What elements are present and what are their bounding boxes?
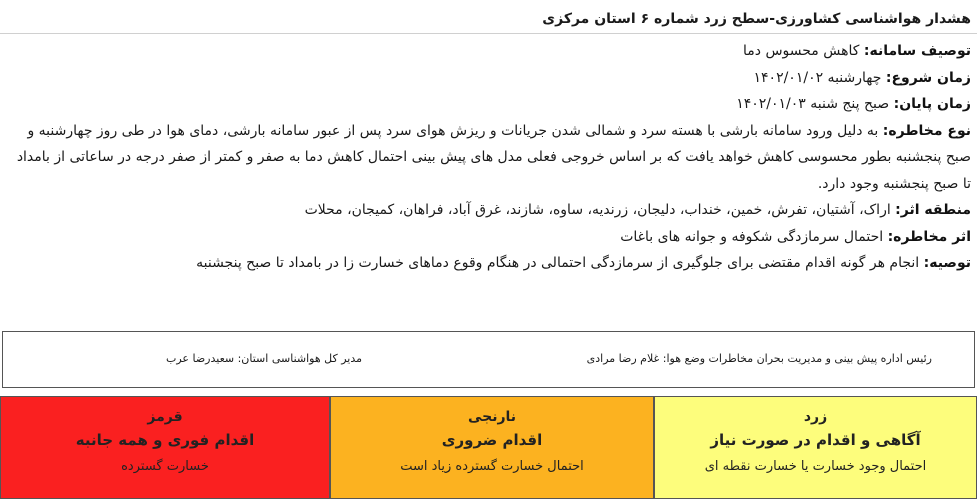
row-value: چهارشنبه ۱۴۰۲/۰۱/۰۲ [753, 69, 882, 86]
row-hazard-type [8, 118, 971, 198]
row-hazard-effect [8, 224, 971, 251]
row-label: زمان شروع: [885, 69, 971, 86]
level-description: خسارت گسترده [121, 459, 209, 474]
level-yellow [654, 396, 977, 499]
row-recommendation [8, 250, 971, 277]
row-value: اراک، آشتیان، تفرش، خمین، خنداب، دلیجان، زرندیه، ساوه، شازند، غرق آباد، فراهان، کمیجان، محلات [304, 202, 891, 218]
row-value: انجام هر گونه اقدام مقتضی برای جلوگیری از سرمازدگی احتمالی در هنگام وقوع دماهای خسارت زا در بامداد تا صبح پنجشنبه [196, 255, 920, 271]
row-value: به دلیل ورود سامانه بارشی با هسته سرد و شمالی شدن جریانات و ریزش هوای سرد پس از عبور سامانه بارشی، دمای هوا در طی روز چهارشنبه و صبح پنجشنبه بطور محسوسی کاهش خواهد یافت که بر اساس خروجی فعلی مدل های پیش بینی احتمال کاهش دما به صفر و کمتر از صفر درجه در ساعاتی از بامداد تا صبح پنجشنبه وجود دارد. [16, 122, 971, 192]
warning-levels-legend [0, 396, 977, 499]
level-name: قرمز [147, 409, 183, 425]
row-label: توصیه: [923, 255, 971, 271]
row-system-description [8, 38, 971, 65]
row-value: کاهش محسوس دما [743, 43, 860, 59]
level-description: احتمال وجود خسارت یا خسارت نقطه ای [704, 459, 927, 474]
signature-box [2, 331, 975, 388]
forecast-head-signature: رئیس اداره پیش بینی و مدیریت بحران مخاطرات وضع هوا: غلام رضا مرادی [586, 352, 932, 365]
level-action: اقدام فوری و همه جانبه [75, 431, 255, 449]
level-name: زرد [803, 409, 828, 425]
level-orange [330, 396, 654, 499]
row-label: نوع مخاطره: [882, 122, 971, 139]
level-red [0, 396, 330, 499]
row-affected-area [8, 197, 971, 224]
row-value: احتمال سرمازدگی شکوفه و جوانه های باغات [620, 228, 884, 245]
title-divider [0, 33, 977, 34]
level-description: احتمال خسارت گسترده زیاد است [400, 459, 584, 474]
level-action: اقدام ضروری [441, 431, 543, 449]
document-title: هشدار هواشناسی کشاورزی-سطح زرد شماره ۶ استان مرکزی [542, 11, 971, 27]
row-label: منطقه اثر: [895, 202, 971, 218]
row-start-time [8, 65, 971, 92]
warning-details [8, 38, 971, 277]
row-label: اثر مخاطره: [887, 228, 971, 245]
level-name: نارنجی [467, 409, 517, 425]
level-action: آگاهی و اقدام در صورت نیاز [710, 431, 921, 449]
row-label: زمان پایان: [893, 96, 971, 112]
row-end-time [8, 91, 971, 118]
director-general-signature: مدیر کل هواشناسی استان: سعیدرضا عرب [166, 352, 362, 365]
row-label: توصیف سامانه: [863, 43, 971, 59]
row-value: صبح پنج شنبه ۱۴۰۲/۰۱/۰۳ [736, 96, 890, 112]
